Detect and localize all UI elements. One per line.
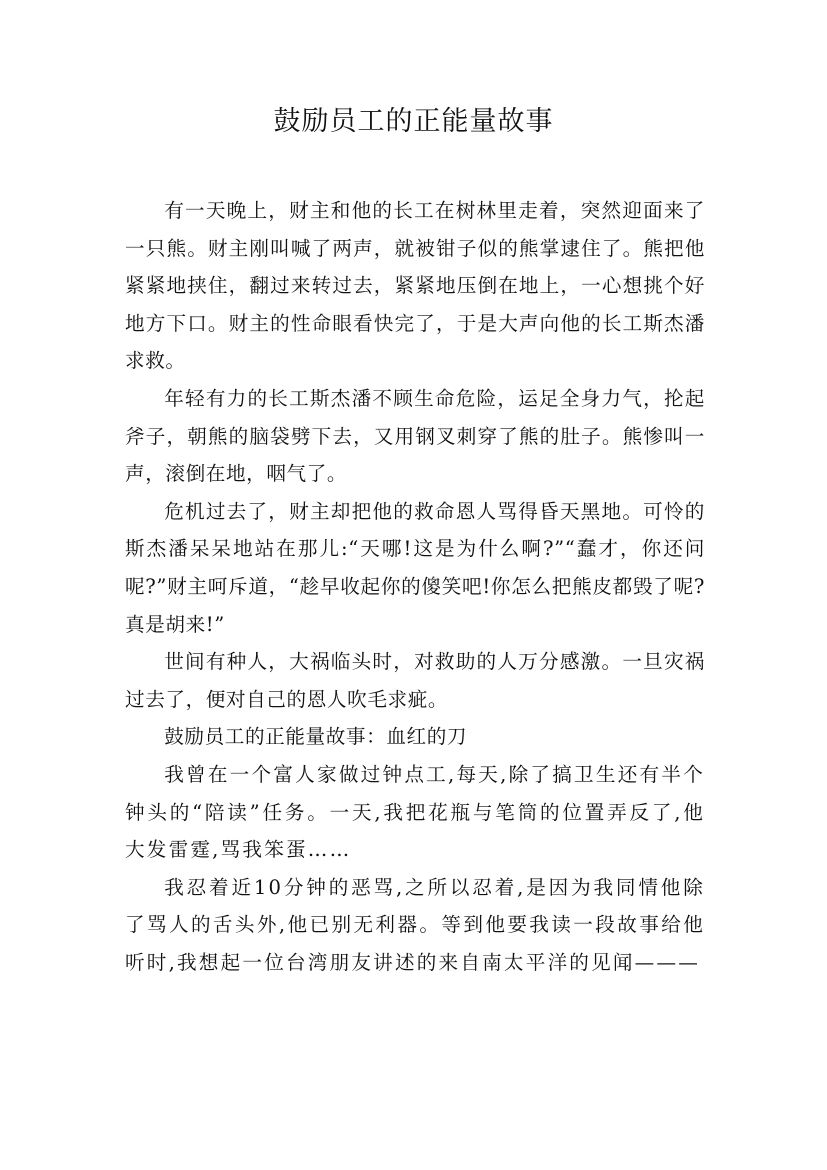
paragraph-hourly-worker: 我曾在一个富人家做过钟点工,每天,除了搞卫生还有半个钟头的“陪读”任务。一天,我把花瓶与笔筒的位置弄反了,他大发雷霆,骂我笨蛋…… bbox=[125, 762, 705, 862]
paragraph-endured-scolding: 我忍着近10分钟的恶骂,之所以忍着,是因为我同情他除了骂人的舌头外,他已别无利器。等到他要我读一段故事给他听时,我想起一位台湾朋友讲述的来自南太平洋的见闻——— bbox=[125, 875, 705, 974]
paragraph-stepan-rescue: 年轻有力的长工斯杰潘不顾生命危险，运足全身力气，抡起斧子，朝熊的脑袋劈下去，又用钢叉刺穿了熊的肚子。熊惨叫一声，滚倒在地，咽气了。 bbox=[125, 386, 705, 486]
paragraph-bear-story-intro: 有一天晚上，财主和他的长工在树林里走着，突然迎面来了一只熊。财主刚叫喊了两声，就被钳子似的熊掌逮住了。熊把他紧紧地挟住，翻过来转过去，紧紧地压倒在地上，一心想挑个好地方下口。财主的性命眼看快完了，于是大声向他的长工斯杰潘求救。 bbox=[125, 199, 705, 373]
document-title: 鼓励员工的正能量故事 bbox=[273, 106, 554, 137]
document-body bbox=[125, 192, 705, 981]
paragraph-master-scolds: 危机过去了，财主却把他的救命恩人骂得昏天黑地。可怜的斯杰潘呆呆地站在那儿:“天哪!这是为什么啊?”“蠢才，你还问呢?”财主呵斥道，“趁早收起你的傻笑吧!你怎么把熊皮都毁了呢?真是胡来!” bbox=[125, 499, 705, 636]
paragraph-moral: 世间有种人，大祸临头时，对救助的人万分感激。一旦灾祸过去了，便对自己的恩人吹毛求疵。 bbox=[125, 650, 705, 711]
section-heading-red-knife: 鼓励员工的正能量故事：血红的刀 bbox=[164, 725, 468, 749]
